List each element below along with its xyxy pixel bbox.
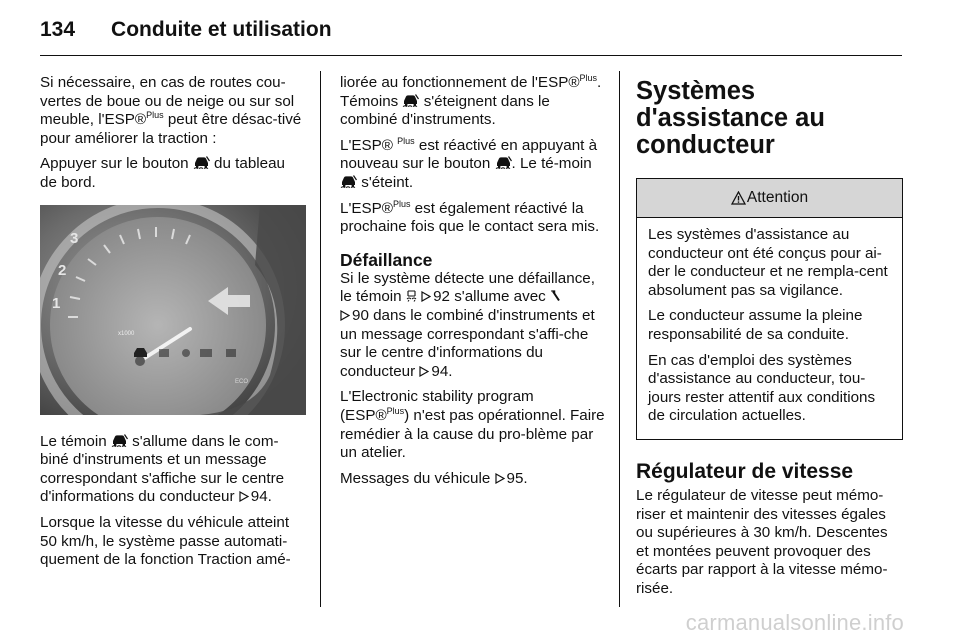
paragraph: Les systèmes d'assistance au conducteur ont été conçus pour ai-der le conducteur et ne rempla-cent absolument pas sa vigilance.: [648, 226, 888, 299]
paragraph: Le régulateur de vitesse peut mémo-riser et maintenir des vitesses égales ou supérieures à 30 km/h. Descentes et montées peuvent provoquer des écarts par rapport à la vitesse mémo-risée.: [636, 486, 888, 597]
paragraph: Messages du véhicule 95.: [340, 469, 528, 487]
paragraph: L'Electronic stability program (ESP®$^{Plus}$) n'est pas opérationnel. Faire remédier à la cause du pro-blème par un atelier.: [340, 388, 605, 462]
esp-off-icon: [495, 156, 512, 169]
column-divider-2: [619, 71, 620, 607]
svg-text:ECO: ECO: [235, 378, 249, 385]
page-header: [40, 18, 332, 48]
page-reference-icon: [419, 366, 429, 377]
page-reference-icon: [495, 473, 505, 484]
paragraph: liorée au fonctionnement de l'ESP®$^{Plus}$. Témoins s'éteignent dans le combiné d'instruments.: [340, 73, 602, 129]
column-1: [40, 74, 306, 577]
paragraph: Lorsque la vitesse du véhicule atteint 50 km/h, le système passe automati-quement de la fonction Traction amé-: [40, 513, 291, 569]
svg-text:x1000: x1000: [118, 330, 135, 337]
paragraph: Si le système détecte une défaillance, le témoin 92 s'allume avec 90 dans le combiné d'instruments et un message correspondant s'affi-che sur le centre d'informations du conducteur 94.: [340, 269, 595, 380]
paragraph: L'ESP® $^{Plus}$ est réactivé en appuyant à nouveau sur le bouton . Le té-moin s'éteint.: [340, 135, 598, 191]
paragraph: Appuyer sur le bouton du tableau de bord.: [40, 155, 285, 191]
failure-heading: Défaillance: [340, 249, 433, 270]
page-reference-icon: [421, 291, 431, 302]
svg-text:1: 1: [52, 294, 61, 312]
attention-header: [637, 179, 902, 218]
svg-text:2: 2: [58, 261, 67, 279]
attention-box: [636, 178, 903, 440]
column-2: [340, 74, 606, 495]
paragraph: Le conducteur assume la pleine responsabilité de sa conduite.: [648, 307, 863, 343]
cruise-control-heading: Régulateur de vitesse: [636, 459, 854, 483]
paragraph: L'ESP®$^{Plus}$ est également réactivé la prochaine fois que le contact sera mis.: [340, 198, 600, 236]
page-reference-icon: [239, 491, 249, 502]
watermark: carmanualsonline.info: [685, 610, 904, 635]
paragraph: Le témoin s'allume dans le com-biné d'instruments et un message correspondant s'affiche sur le centre d'informations du conducteur 94.: [40, 432, 285, 506]
skid-warning-icon: [406, 290, 417, 302]
driver-assistance-heading: Systèmes d'assistance au conducteur: [636, 77, 825, 159]
instrument-cluster-photo: [40, 205, 306, 415]
svg-text:3: 3: [70, 229, 79, 247]
header-rule: [40, 55, 902, 56]
page-number: 134: [40, 18, 76, 41]
attention-title: Attention: [746, 188, 809, 206]
attention-body: [637, 218, 902, 439]
warning-triangle-icon: [731, 191, 746, 205]
esp-off-icon: [193, 156, 210, 169]
paragraph: Si nécessaire, en cas de routes cou-vertes de boue ou de neige ou sur sol meuble, l'ESP®$^{Plus}$ peut être désac-tivé pour améliorer la traction :: [40, 74, 302, 147]
column-divider-1: [320, 71, 321, 607]
esp-off-icon: [111, 434, 128, 447]
wrench-icon: [550, 290, 561, 302]
column-3: [636, 74, 903, 606]
esp-off-icon: [402, 94, 419, 107]
esp-off-icon: [340, 175, 357, 188]
section-title: Conduite et utilisation: [111, 18, 332, 41]
paragraph: En cas d'emploi des systèmes d'assistance au conducteur, tou-jours rester attentif aux conditions de circulation actuelles.: [648, 351, 876, 425]
page-reference-icon: [340, 310, 350, 321]
